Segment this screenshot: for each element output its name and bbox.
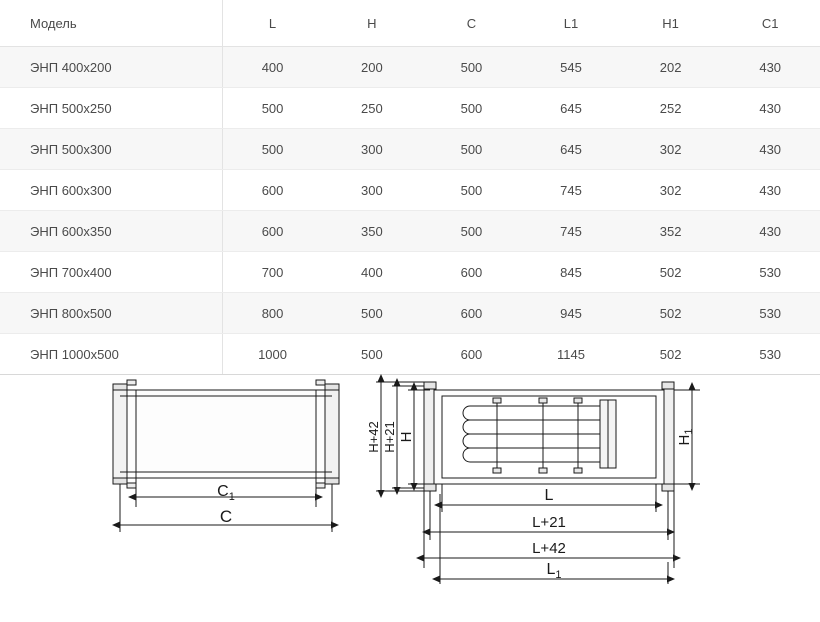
cell-l1: 1145 [521, 334, 621, 375]
table-body [0, 47, 820, 375]
cell-c1: 430 [720, 170, 820, 211]
cell-c: 500 [422, 47, 522, 88]
cell-c1: 430 [720, 88, 820, 129]
dimension-label-c1: $C_1$ [217, 483, 235, 503]
cell-h: 400 [322, 252, 422, 293]
table-header-row [0, 0, 820, 47]
column-header-c1: C1 [720, 0, 820, 47]
cell-c1: 430 [720, 211, 820, 252]
dimension-label-h-plus-21: H+21 [382, 421, 397, 453]
cell-h: 300 [322, 129, 422, 170]
cell-l: 400 [223, 47, 323, 88]
cell-model: ЭНП 600x350 [0, 211, 223, 252]
cell-c1: 530 [720, 334, 820, 375]
table-row [0, 47, 820, 88]
cell-l1: 745 [521, 211, 621, 252]
cell-c: 500 [422, 211, 522, 252]
cell-c: 600 [422, 252, 522, 293]
table-row [0, 170, 820, 211]
cell-l1: 845 [521, 252, 621, 293]
dimension-label-h: H [398, 431, 415, 443]
table-row [0, 88, 820, 129]
cell-c1: 430 [720, 47, 820, 88]
cell-h: 200 [322, 47, 422, 88]
cell-l: 500 [223, 129, 323, 170]
cell-l: 600 [223, 170, 323, 211]
table-row [0, 129, 820, 170]
column-header-h1: H1 [621, 0, 721, 47]
column-header-l: L [223, 0, 323, 47]
cell-model: ЭНП 800x500 [0, 293, 223, 334]
cell-l1: 945 [521, 293, 621, 334]
cell-h1: 352 [621, 211, 721, 252]
cell-c: 500 [422, 170, 522, 211]
cell-l1: 745 [521, 170, 621, 211]
cell-h1: 202 [621, 47, 721, 88]
cell-c1: 430 [720, 129, 820, 170]
cell-c1: 530 [720, 293, 820, 334]
cell-model: ЭНП 600x300 [0, 170, 223, 211]
table-row [0, 293, 820, 334]
table-row [0, 211, 820, 252]
cell-h1: 302 [621, 129, 721, 170]
cell-h: 500 [322, 334, 422, 375]
cell-c: 500 [422, 129, 522, 170]
cell-h1: 502 [621, 334, 721, 375]
cell-l: 800 [223, 293, 323, 334]
column-header-model: Модель [0, 0, 223, 47]
cell-h: 350 [322, 211, 422, 252]
dimension-label-l: L [544, 487, 554, 504]
cell-model: ЭНП 700x400 [0, 252, 223, 293]
cell-h1: 502 [621, 252, 721, 293]
cell-c: 600 [422, 293, 522, 334]
cell-model: ЭНП 1000x500 [0, 334, 223, 375]
dimension-label-h1: $H_1$ [676, 428, 695, 446]
column-header-c: C [422, 0, 522, 47]
table-row [0, 334, 820, 375]
cell-h: 500 [322, 293, 422, 334]
cell-model: ЭНП 500x300 [0, 129, 223, 170]
cell-model: ЭНП 500x250 [0, 88, 223, 129]
cell-l: 600 [223, 211, 323, 252]
cell-c: 600 [422, 334, 522, 375]
cell-l1: 645 [521, 88, 621, 129]
dimension-label-l-plus-21: L+21 [532, 514, 566, 531]
cell-h: 300 [322, 170, 422, 211]
dimension-label-c: C [219, 507, 233, 526]
dimension-label-h-plus-42: H+42 [366, 421, 381, 453]
column-header-l1: L1 [521, 0, 621, 47]
cell-l: 700 [223, 252, 323, 293]
cell-h1: 302 [621, 170, 721, 211]
cell-l: 1000 [223, 334, 323, 375]
cell-l: 500 [223, 88, 323, 129]
dimension-label-l-plus-42: L+42 [532, 540, 566, 557]
cell-h: 250 [322, 88, 422, 129]
cell-model: ЭНП 400x200 [0, 47, 223, 88]
dimension-label-l1: $L_1$ [546, 561, 562, 581]
cell-c: 500 [422, 88, 522, 129]
cell-c1: 530 [720, 252, 820, 293]
cell-l1: 545 [521, 47, 621, 88]
column-header-h: H [322, 0, 422, 47]
cell-h1: 502 [621, 293, 721, 334]
technical-drawings [0, 372, 820, 622]
cell-l1: 645 [521, 129, 621, 170]
table-row [0, 252, 820, 293]
table-header [0, 0, 820, 47]
cell-h1: 252 [621, 88, 721, 129]
